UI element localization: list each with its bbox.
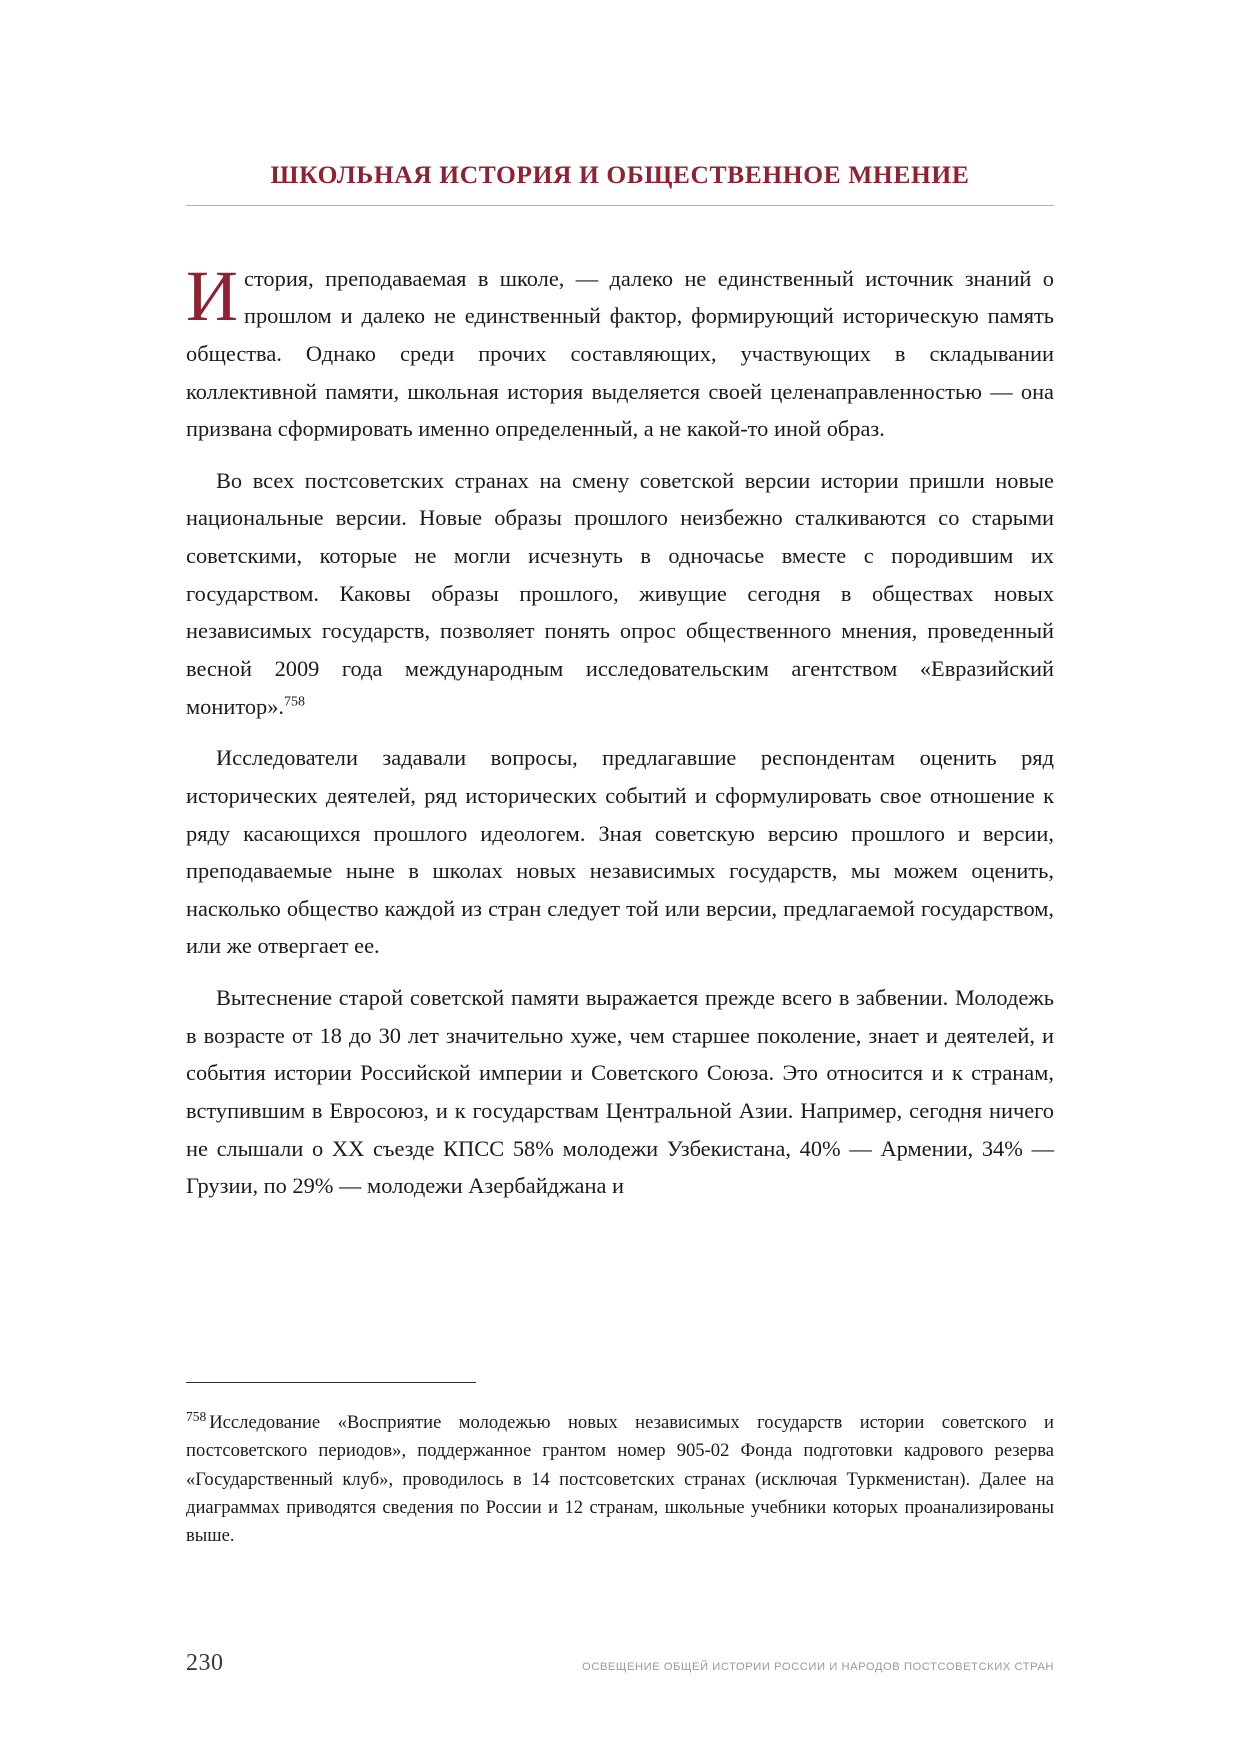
title-divider — [186, 205, 1054, 206]
paragraph-text: стория, преподаваемая в школе, — далеко не единственный источник знаний о прошлом и далеко не единственный фактор, формирующий историческую память общества. Однако среди прочих составляющих, участвующих в складывании коллективной памяти, школьная история выделяется своей целенаправленностью — она призвана сформировать именно определенный, а не какой-то иной образ. — [186, 265, 1054, 442]
footnote-reference-758[interactable]: 758 — [284, 694, 306, 710]
page-title: ШКОЛЬНАЯ ИСТОРИЯ И ОБЩЕСТВЕННОЕ МНЕНИЕ — [270, 160, 970, 189]
footnote-section — [186, 1382, 1054, 1550]
page-number: 230 — [186, 1650, 224, 1676]
footnote-divider — [186, 1382, 476, 1383]
page-content — [186, 160, 1054, 1219]
paragraph-block-4: Вытеснение старой советской памяти выражается прежде всего в забвении. Молодежь в возрасте от 18 до 30 лет значительно хуже, чем старшее поколение, знает и деятелей, и события истории Российской империи и Советского Союза. Это относится и к странам, вступившим в Евросоюз, и к государствам Центральной Азии. Например, сегодня ничего не слышали о XX съезде КПСС 58% молодежи Узбекистана, 40% — Армении, 34% — Грузии, по 29% — молодежи Азербайджана и — [186, 985, 1054, 1199]
paragraph-block-3: Исследователи задавали вопросы, предлагавшие респондентам оценить ряд исторических деятелей, ряд исторических событий и сформулировать свое отношение к ряду касающихся прошлого идеологем. Зная советскую версию прошлого и версии, преподаваемые ныне в школах новых независимых государств, мы можем оценить, насколько общество каждой из стран следует той или версии, предлагаемой государством, или же отвергает ее. — [186, 745, 1054, 959]
footnote-text: Исследование «Восприятие молодежью новых независимых государств истории советского и постсоветского периодов», поддержанное грантом номер 905-02 Фонда подготовки кадрового резерва «Государственный клуб», проводилось в 14 постсоветских странах (исключая Туркменистан). Далее на диаграммах приводятся сведения по России и 12 странам, школьные учебники которых проанализированы выше. — [186, 1412, 1054, 1546]
paragraph-block-2 — [186, 462, 1054, 725]
footnote-number: 758 — [186, 1408, 207, 1424]
drop-cap-letter: И — [186, 255, 238, 336]
footnote-item — [186, 1409, 1054, 1550]
body-paragraph — [186, 255, 1054, 448]
page-footer — [186, 1650, 1054, 1677]
running-head: ОСВЕЩЕНИЕ ОБЩЕЙ ИСТОРИИ РОССИИ И НАРОДОВ ПОСТСОВЕТСКИХ СТРАН — [582, 1661, 1054, 1673]
paragraph-text: Во всех постсоветских странах на смену советской версии истории пришли новые национальные версии. Новые образы прошлого неизбежно сталкиваются со старыми советскими, которые не могли исчезнуть в одночасье вместе с породившим их государством. Каковы образы прошлого, живущие сегодня в обществах новых независимых государств, позволяет понять опрос общественного мнения, проведенный весной 2009 года международным исследовательским агентством «Евразийский монитор». — [186, 467, 1054, 719]
paragraph-block-1 — [186, 255, 1054, 448]
